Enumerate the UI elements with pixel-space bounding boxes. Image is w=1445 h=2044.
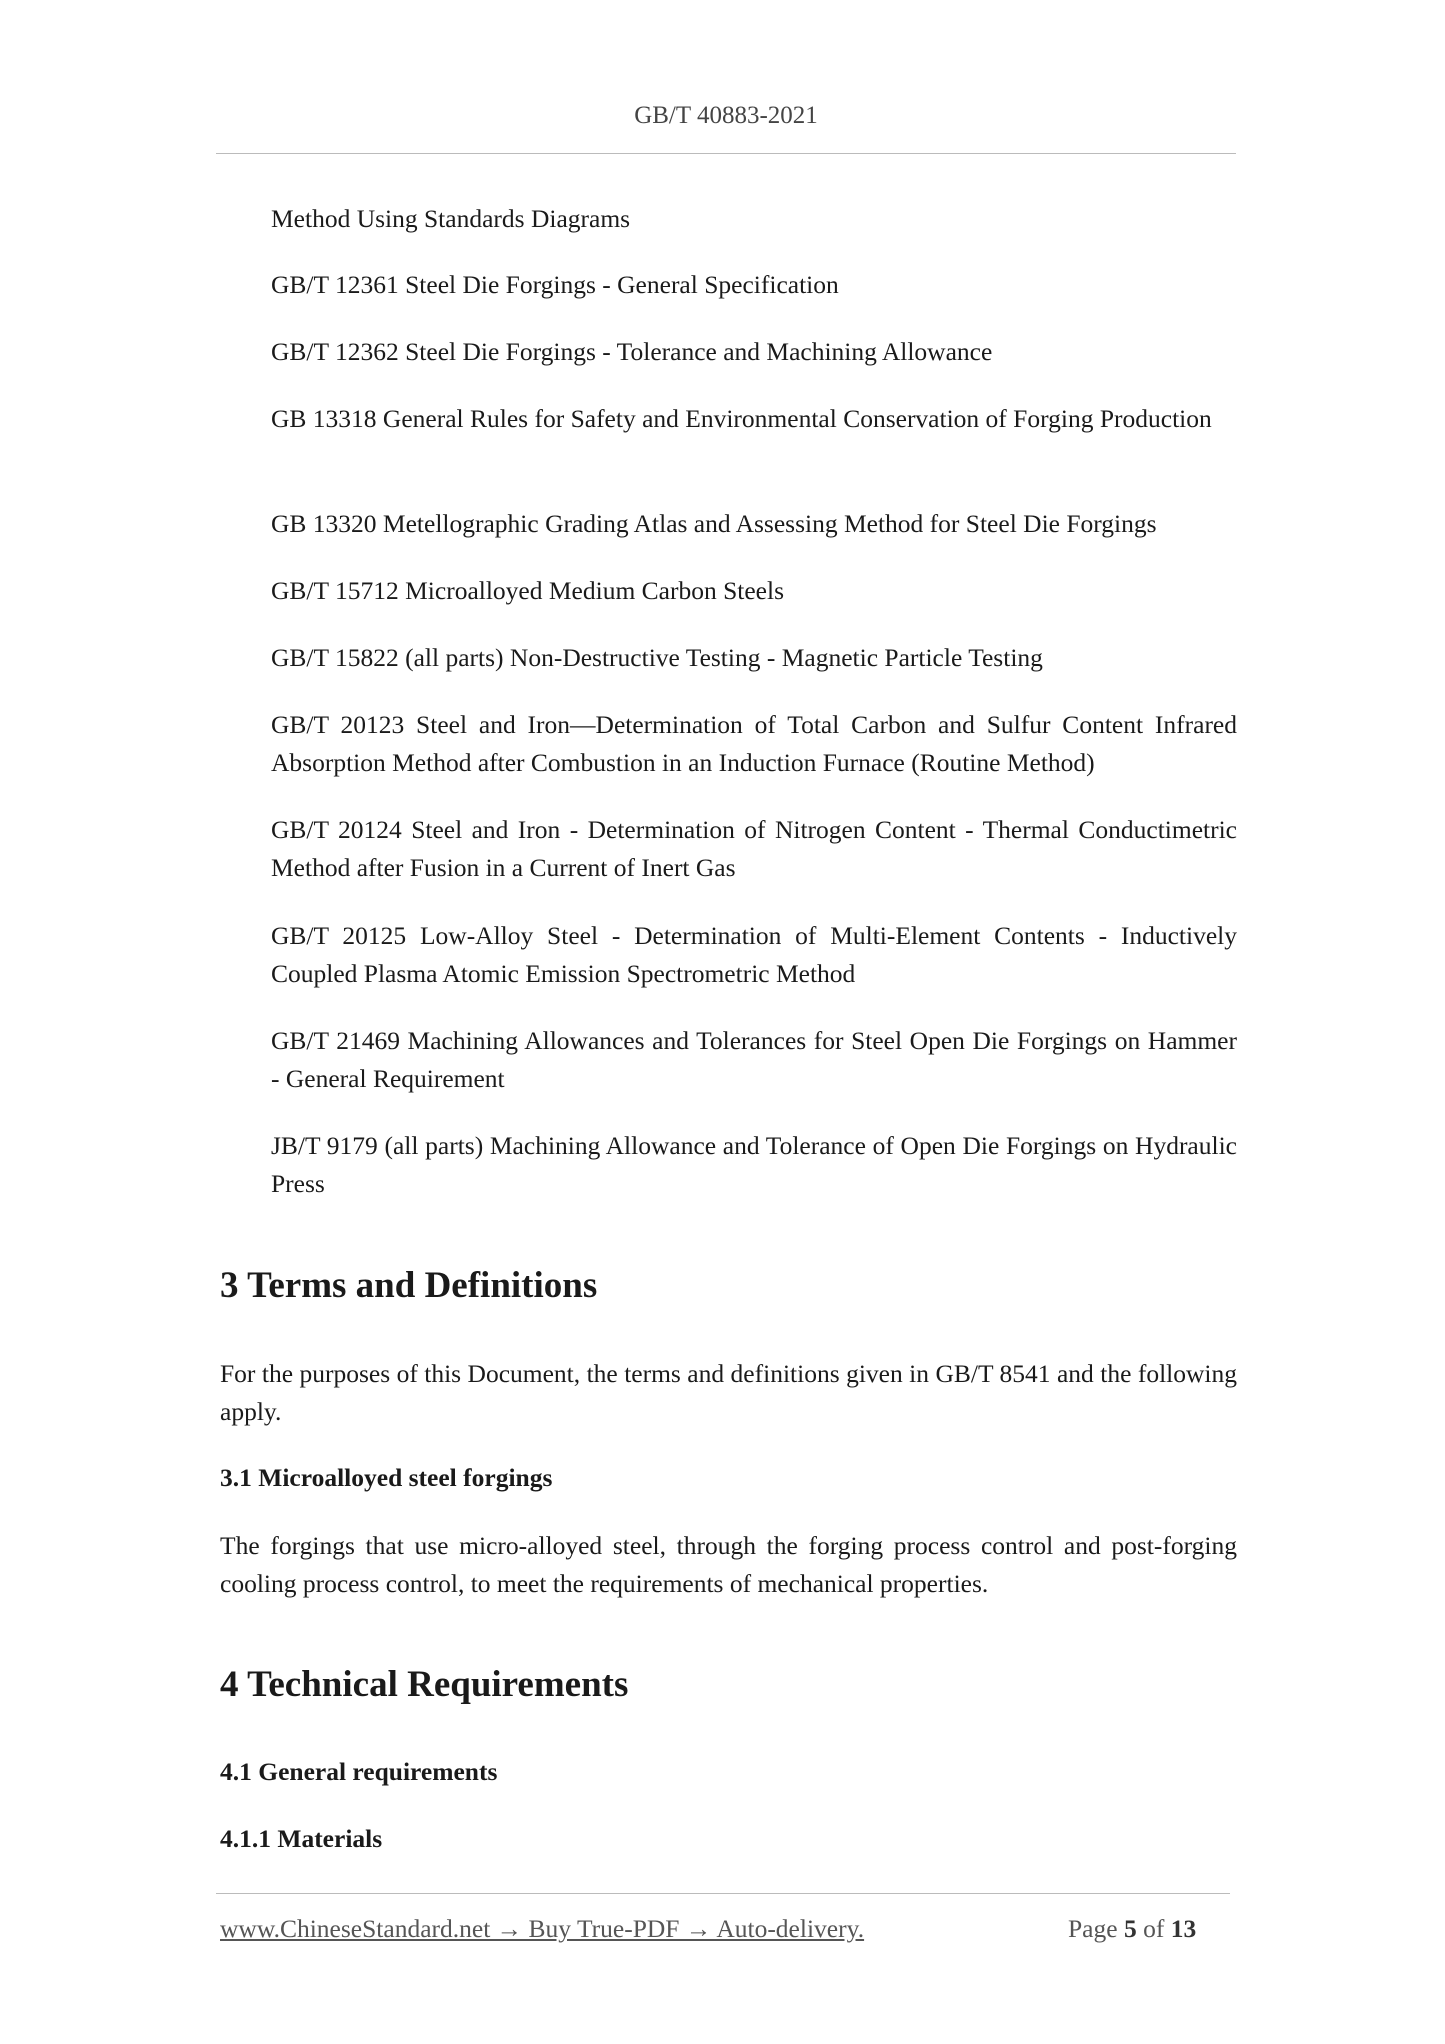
reference-item: GB/T 15822 (all parts) Non-Destructive Testing - Magnetic Particle Testing [271, 643, 1043, 672]
term-3-1-definition: The forgings that use micro-alloyed steel, through the forging process control and post-forging cooling process control, to meet the requirements of mechanical properties. [220, 1531, 1237, 1598]
reference-item: GB 13318 General Rules for Safety and Environmental Conservation of Forging Production [271, 404, 1212, 433]
reference-item: GB 13320 Metellographic Grading Atlas and Assessing Method for Steel Die Forgings [271, 509, 1157, 538]
term-3-1-heading: 3.1 Microalloyed steel forgings [220, 1463, 553, 1492]
footer-link[interactable]: www.ChineseStandard.net → Buy True-PDF → Auto-delivery. [220, 1914, 865, 1943]
page-number: 5 [1123, 1914, 1137, 1943]
header-divider [216, 153, 1236, 154]
reference-item: JB/T 9179 (all parts) Machining Allowance and Tolerance of Open Die Forgings on Hydraulic Press [271, 1131, 1237, 1198]
total-pages: 13 [1170, 1914, 1197, 1943]
reference-item: GB/T 20123 Steel and Iron—Determination of Total Carbon and Sulfur Content Infrared Absorption Method after Combustion in an Induction Furnace (Routine Method) [271, 710, 1237, 777]
reference-item: GB/T 12362 Steel Die Forgings - Tolerance and Machining Allowance [271, 337, 993, 366]
section-3-heading: 3 Terms and Definitions [220, 1265, 598, 1306]
reference-item: GB/T 12361 Steel Die Forgings - General Specification [271, 270, 839, 299]
of-word: of [1143, 1914, 1165, 1943]
reference-item: GB/T 15712 Microalloyed Medium Carbon Steels [271, 576, 785, 605]
document-header: GB/T 40883-2021 [634, 102, 818, 129]
footer-divider [216, 1893, 1230, 1894]
reference-item: GB/T 20125 Low-Alloy Steel - Determination of Multi-Element Contents - Inductively Coupled Plasma Atomic Emission Spectrometric Method [271, 921, 1237, 988]
reference-item: GB/T 20124 Steel and Iron - Determination of Nitrogen Content - Thermal Conductimetric Method after Fusion in a Current of Inert Gas [271, 815, 1237, 882]
section-4-1-1-heading: 4.1.1 Materials [220, 1824, 383, 1853]
section-3-intro: For the purposes of this Document, the terms and definitions given in GB/T 8541 and the following apply. [220, 1359, 1237, 1426]
reference-item: GB/T 21469 Machining Allowances and Tolerances for Steel Open Die Forgings on Hammer - General Requirement [271, 1026, 1237, 1093]
section-4-heading: 4 Technical Requirements [220, 1664, 629, 1705]
reference-item: Method Using Standards Diagrams [271, 204, 631, 233]
page-word: Page [1068, 1914, 1118, 1943]
section-4-1-heading: 4.1 General requirements [220, 1757, 498, 1786]
page-indicator [1068, 1914, 1196, 1944]
